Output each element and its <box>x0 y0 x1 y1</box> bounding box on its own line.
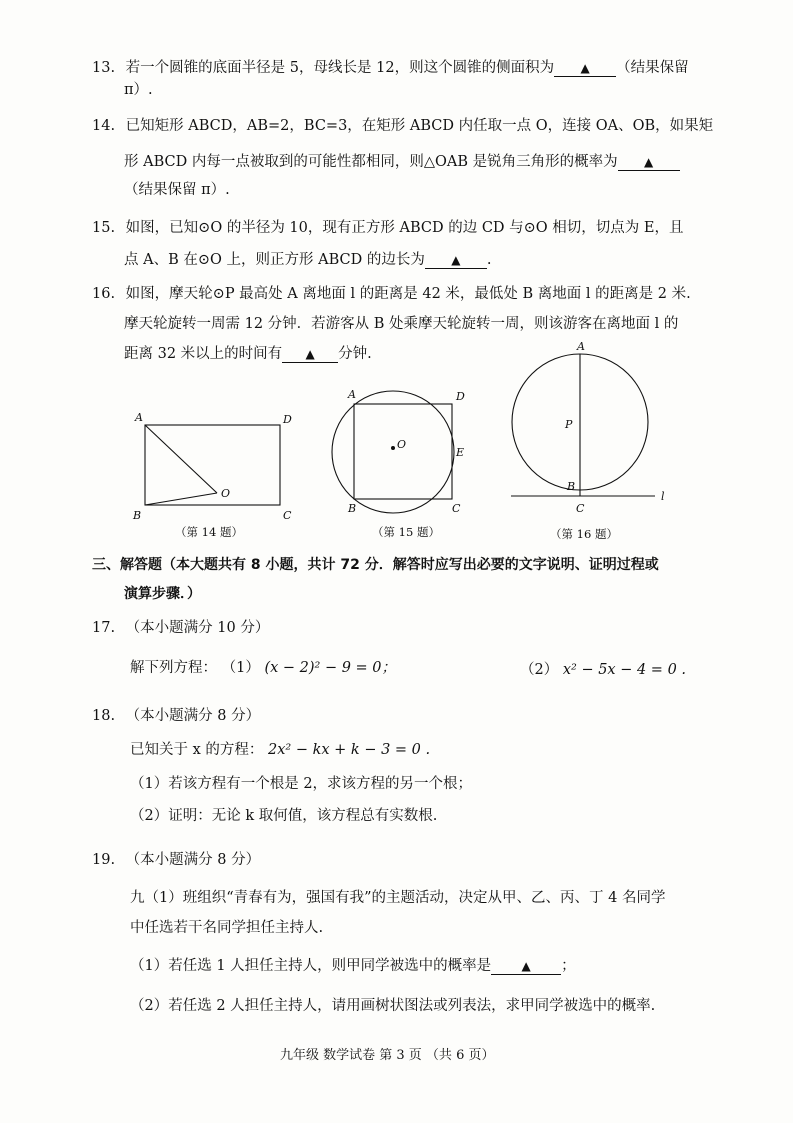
q16-line1 <box>92 284 691 304</box>
fig16-label-l: l <box>661 490 665 503</box>
q19-number: 19. <box>92 852 116 868</box>
q17-part1-label: （1） <box>221 660 260 676</box>
q13-line1 <box>92 58 689 78</box>
q14-number: 14. <box>92 118 116 134</box>
q17-part1-equation: (x − 2)² − 9 = 0； <box>264 660 397 676</box>
fig14-label-a: A <box>135 411 143 424</box>
fig14-label-c: C <box>283 509 292 520</box>
fig16-label-p: P <box>565 418 573 431</box>
q14-text-1: 已知矩形 ABCD，AB=2，BC=3，在矩形 ABCD 内任取一点 O，连接 OA、OB，如果矩 <box>125 118 714 134</box>
fig15-circle <box>332 391 454 513</box>
fig15-center-dot <box>391 446 395 450</box>
fig14-segment-ob <box>145 493 217 505</box>
q19-line1: 九（1）班组织“青春有为，强国有我”的主题活动，决定从甲、乙、丙、丁 4 名同学 <box>130 890 666 906</box>
fig15-label-c: C <box>452 502 461 515</box>
q15-line1 <box>92 218 684 238</box>
figure-16 <box>505 338 675 518</box>
q19-line2: 中任选若干名同学担任主持人. <box>130 920 324 936</box>
q19-part1 <box>130 956 576 976</box>
figure-15 <box>330 382 480 522</box>
fig15-caption: （第 15 题） <box>372 525 440 539</box>
q19-part1-text: （1）若任选 1 人担任主持人，则甲同学被选中的概率是 <box>130 958 492 974</box>
q17-body <box>130 658 396 678</box>
q16-answer-blank: ▲ <box>282 346 338 363</box>
q18-part1: （1）若该方程有一个根是 2，求该方程的另一个根； <box>130 776 473 792</box>
fig14-label-d: D <box>283 413 292 426</box>
fig15-label-e: E <box>456 446 465 459</box>
fig16-label-b: B <box>567 480 576 493</box>
q16-line2 <box>124 314 678 334</box>
q17-header <box>92 618 269 638</box>
q13-line2 <box>124 80 153 100</box>
q19-part2: （2）若任选 2 人担任主持人，请用画树状图法或列表法，求甲同学被选中的概率. <box>130 998 656 1014</box>
q16-text-tail: 分钟. <box>338 346 372 362</box>
q19-score: （本小题满分 8 分） <box>125 852 261 868</box>
q13-answer-blank: ▲ <box>554 60 616 77</box>
q15-text-2: 点 A、B 在⊙O 上，则正方形 ABCD 的边长为 <box>124 252 425 268</box>
q14-line3 <box>124 180 230 200</box>
q18-equation: 2x² − kx + k − 3 = 0 . <box>268 742 431 758</box>
q16-text-1: 如图，摩天轮⊙P 最高处 A 离地面 l 的距离是 42 米，最低处 B 离地面 l 的距离是 2 米. <box>125 286 691 302</box>
fig15-label-o: O <box>397 438 407 451</box>
fig15-square <box>354 404 452 499</box>
q15-line2 <box>124 250 491 270</box>
fig16-label-c: C <box>576 502 585 515</box>
fig15-label-b: B <box>348 502 357 515</box>
q13-number: 13. <box>92 60 116 76</box>
section3-title-2: 演算步骤．） <box>124 586 201 602</box>
q16-number: 16. <box>92 286 116 302</box>
fig14-caption: （第 14 题） <box>175 525 243 539</box>
q17-part2-equation: x² − 5x − 4 = 0 . <box>562 662 687 678</box>
fig16-caption: （第 16 题） <box>550 527 618 541</box>
q14-text-3: （结果保留 π）. <box>124 182 230 198</box>
fig14-label-o: O <box>221 487 231 500</box>
q14-line1 <box>92 116 713 136</box>
q16-line3 <box>124 344 372 364</box>
q15-text-tail: . <box>486 252 492 268</box>
q18-part2: （2）证明：无论 k 取何值，该方程总有实数根. <box>130 808 438 824</box>
q17-part2 <box>520 660 686 680</box>
q14-answer-blank: ▲ <box>618 154 680 171</box>
section3-title: 三、解答题（本大题共有 8 小题，共计 72 分．解答时应写出必要的文字说明、证明过程或 <box>92 557 659 573</box>
q18-stem <box>130 740 430 760</box>
q17-part2-label: （2） <box>520 662 559 678</box>
fig14-label-b: B <box>133 509 142 520</box>
q19-answer-blank: ▲ <box>491 958 561 975</box>
q13-text-tail: （结果保留 <box>616 60 689 76</box>
q14-line2 <box>124 152 680 172</box>
fig15-label-a: A <box>348 388 356 401</box>
q15-answer-blank: ▲ <box>425 252 487 269</box>
q15-number: 15. <box>92 220 116 236</box>
fig16-label-a: A <box>577 340 585 353</box>
q19-part1-tail: ； <box>561 958 576 974</box>
q18-number: 18. <box>92 708 116 724</box>
fig14-segment-oa <box>145 425 217 493</box>
q19-header <box>92 850 260 870</box>
figure-14 <box>125 405 300 520</box>
q16-text-3: 距离 32 米以上的时间有 <box>124 346 283 362</box>
q16-text-2: 摩天轮旋转一周需 12 分钟．若游客从 B 处乘摩天轮旋转一周，则该游客在离地面 l 的 <box>124 316 679 332</box>
q15-text-1: 如图，已知⊙O 的半径为 10，现有正方形 ABCD 的边 CD 与⊙O 相切，切点为 E，且 <box>125 220 684 236</box>
q14-text-2: 形 ABCD 内每一点被取到的可能性都相同，则△OAB 是锐角三角形的概率为 <box>124 154 618 170</box>
q17-number: 17. <box>92 620 116 636</box>
q17-score: （本小题满分 10 分） <box>125 620 270 636</box>
fig15-label-d: D <box>456 390 465 403</box>
q13-text: 若一个圆锥的底面半径是 5，母线长是 12，则这个圆锥的侧面积为 <box>125 60 555 76</box>
q18-stem-text: 已知关于 x 的方程： <box>130 742 264 758</box>
q17-prompt: 解下列方程： <box>130 660 217 676</box>
q18-header <box>92 706 260 726</box>
q18-score: （本小题满分 8 分） <box>125 708 261 724</box>
fig14-rectangle <box>145 425 280 505</box>
page-footer: 九年级 数学试卷 第 3 页 （共 6 页） <box>280 1048 495 1063</box>
q13-text-2: π）. <box>124 82 153 98</box>
